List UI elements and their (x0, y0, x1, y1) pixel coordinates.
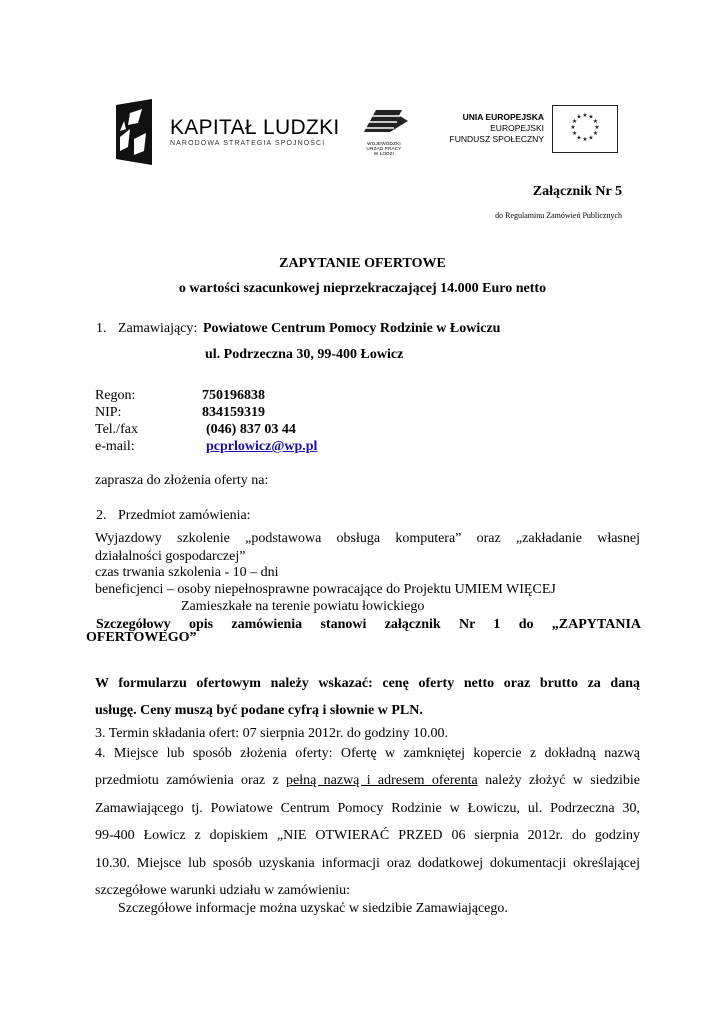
section-2-number: 2. (96, 508, 107, 523)
submission-place (95, 740, 640, 904)
kapital-ludzki-title: KAPITAŁ LUDZKI (170, 116, 340, 139)
place-line-4: 99-400 Łowicz z dopiskiem „NIE OTWIERAĆ PRZED 06 sierpnia 2012r. do godziny (95, 828, 640, 844)
telfax-value: (046) 837 03 44 (206, 422, 296, 437)
deadline-text: 3. Termin składania ofert: 07 sierpnia 2012r. do godziny 10.00. (95, 726, 448, 741)
wup-line-3: W ŁODZI (373, 151, 395, 156)
email-label: e-mail: (95, 439, 135, 454)
wup-line-2: URZĄD PRACY (366, 146, 402, 151)
detail-line-2: OFERTOWEGO” (86, 630, 197, 645)
subject-line-2: działalności gospodarczej” (95, 549, 246, 564)
residence-text: Zamieszkałe na terenie powiatu łowickiego (181, 599, 425, 614)
regon-label: Regon: (95, 388, 136, 403)
place-underlined-text: pełną nazwą i adresem oferenta (286, 773, 478, 789)
section-1-number: 1. (96, 321, 107, 336)
place-line-6: szczegółowe warunki udziału w zamówieniu: (95, 883, 351, 899)
svg-text:★: ★ (592, 130, 599, 137)
eu-label (448, 112, 544, 145)
nip-value: 834159319 (202, 405, 265, 420)
wup-logo (356, 106, 412, 154)
info-text: Szczegółowe informacje można uzyskać w siedzibie Zamawiającego. (118, 901, 508, 916)
invitation-text: zaprasza do złożenia oferty na: (95, 473, 269, 488)
place-line-2-start: przedmiotu zamówienia oraz z (95, 773, 286, 789)
wup-emblem-icon (356, 106, 412, 136)
orderer-address: ul. Podrzeczna 30, 99-400 Łowicz (205, 347, 404, 362)
form-note-line-1: W formularzu ofertowym należy wskazać: cenę oferty netto oraz brutto za daną (95, 676, 640, 691)
form-note (95, 670, 640, 725)
detail-line-1: Szczegółowy opis zamówienia stanowi załącznik Nr 1 do „ZAPYTANIA (96, 617, 641, 632)
orderer-name: Powiatowe Centrum Pomocy Rodzinie w Łowiczu (203, 321, 501, 336)
document-subtitle: o wartości szacunkowej nieprzekraczającej 14.000 Euro netto (178, 281, 547, 296)
place-line-5: 10.30. Miejsce lub sposób uzyskania informacji oraz dodatkowej dokumentacji określającej (95, 855, 640, 871)
eu-line-1: UNIA EUROPEJSKA (462, 112, 544, 122)
kapital-ludzki-logo (116, 99, 152, 165)
eu-line-3: FUNDUSZ SPOŁECZNY (449, 134, 544, 144)
annex-title: Załącznik Nr 5 (532, 184, 622, 199)
svg-text:★: ★ (592, 118, 599, 125)
email-link[interactable]: pcprlowicz@wp.pl (206, 439, 318, 454)
place-line-2-end: należy złożyć w siedzibie (477, 773, 640, 789)
subject-line-1: Wyjazdowy szkolenie „podstawowa obsługa komputera” oraz „zakładanie własnej (95, 531, 640, 546)
svg-text:★: ★ (570, 124, 576, 131)
svg-text:★: ★ (576, 134, 582, 142)
place-line-3: Zamawiającego tj. Powiatowe Centrum Pomocy Rodzinie w Łowiczu, ul. Podrzeczna 30, (95, 800, 640, 816)
regon-value: 750196838 (202, 388, 265, 403)
orderer-label: Zamawiający: (118, 321, 198, 336)
eu-flag-icon (552, 105, 618, 153)
kapital-ludzki-subtitle: NARODOWA STRATEGIA SPÓJNOŚCI (170, 140, 326, 147)
svg-text:★: ★ (571, 130, 578, 137)
svg-text:★: ★ (582, 136, 588, 143)
training-duration: czas trwania szkolenia - 10 – dni (95, 565, 279, 580)
svg-text:★: ★ (576, 113, 582, 121)
eu-line-2: EUROPEJSKI (490, 123, 544, 133)
place-line-2 (95, 767, 640, 794)
svg-text:★: ★ (571, 118, 578, 125)
telfax-label: Tel./fax (95, 422, 138, 437)
document-title: ZAPYTANIE OFERTOWE (279, 256, 446, 271)
annex-subtitle: do Regulaminu Zamówień Publicznych (495, 211, 622, 220)
wup-line-1: WOJEWÓDZKI (367, 141, 401, 146)
svg-text:★: ★ (588, 113, 594, 121)
nip-label: NIP: (95, 405, 122, 420)
form-note-line-2: usługę. Ceny muszą być podane cyfrą i słownie w PLN. (95, 703, 423, 719)
svg-text:★: ★ (582, 112, 588, 119)
beneficiaries-text: beneficjenci – osoby niepełnosprawne powracające do Projektu UMIEM WIĘCEJ (95, 582, 556, 597)
svg-text:★: ★ (588, 134, 594, 142)
subject-description (95, 530, 640, 566)
svg-text:★: ★ (594, 124, 600, 131)
subject-label: Przedmiot zamówienia: (118, 508, 251, 523)
place-line-1: 4. Miejsce lub sposób złożenia oferty: Ofertę w zamkniętej kopercie z dokładną nazwą (95, 746, 640, 761)
